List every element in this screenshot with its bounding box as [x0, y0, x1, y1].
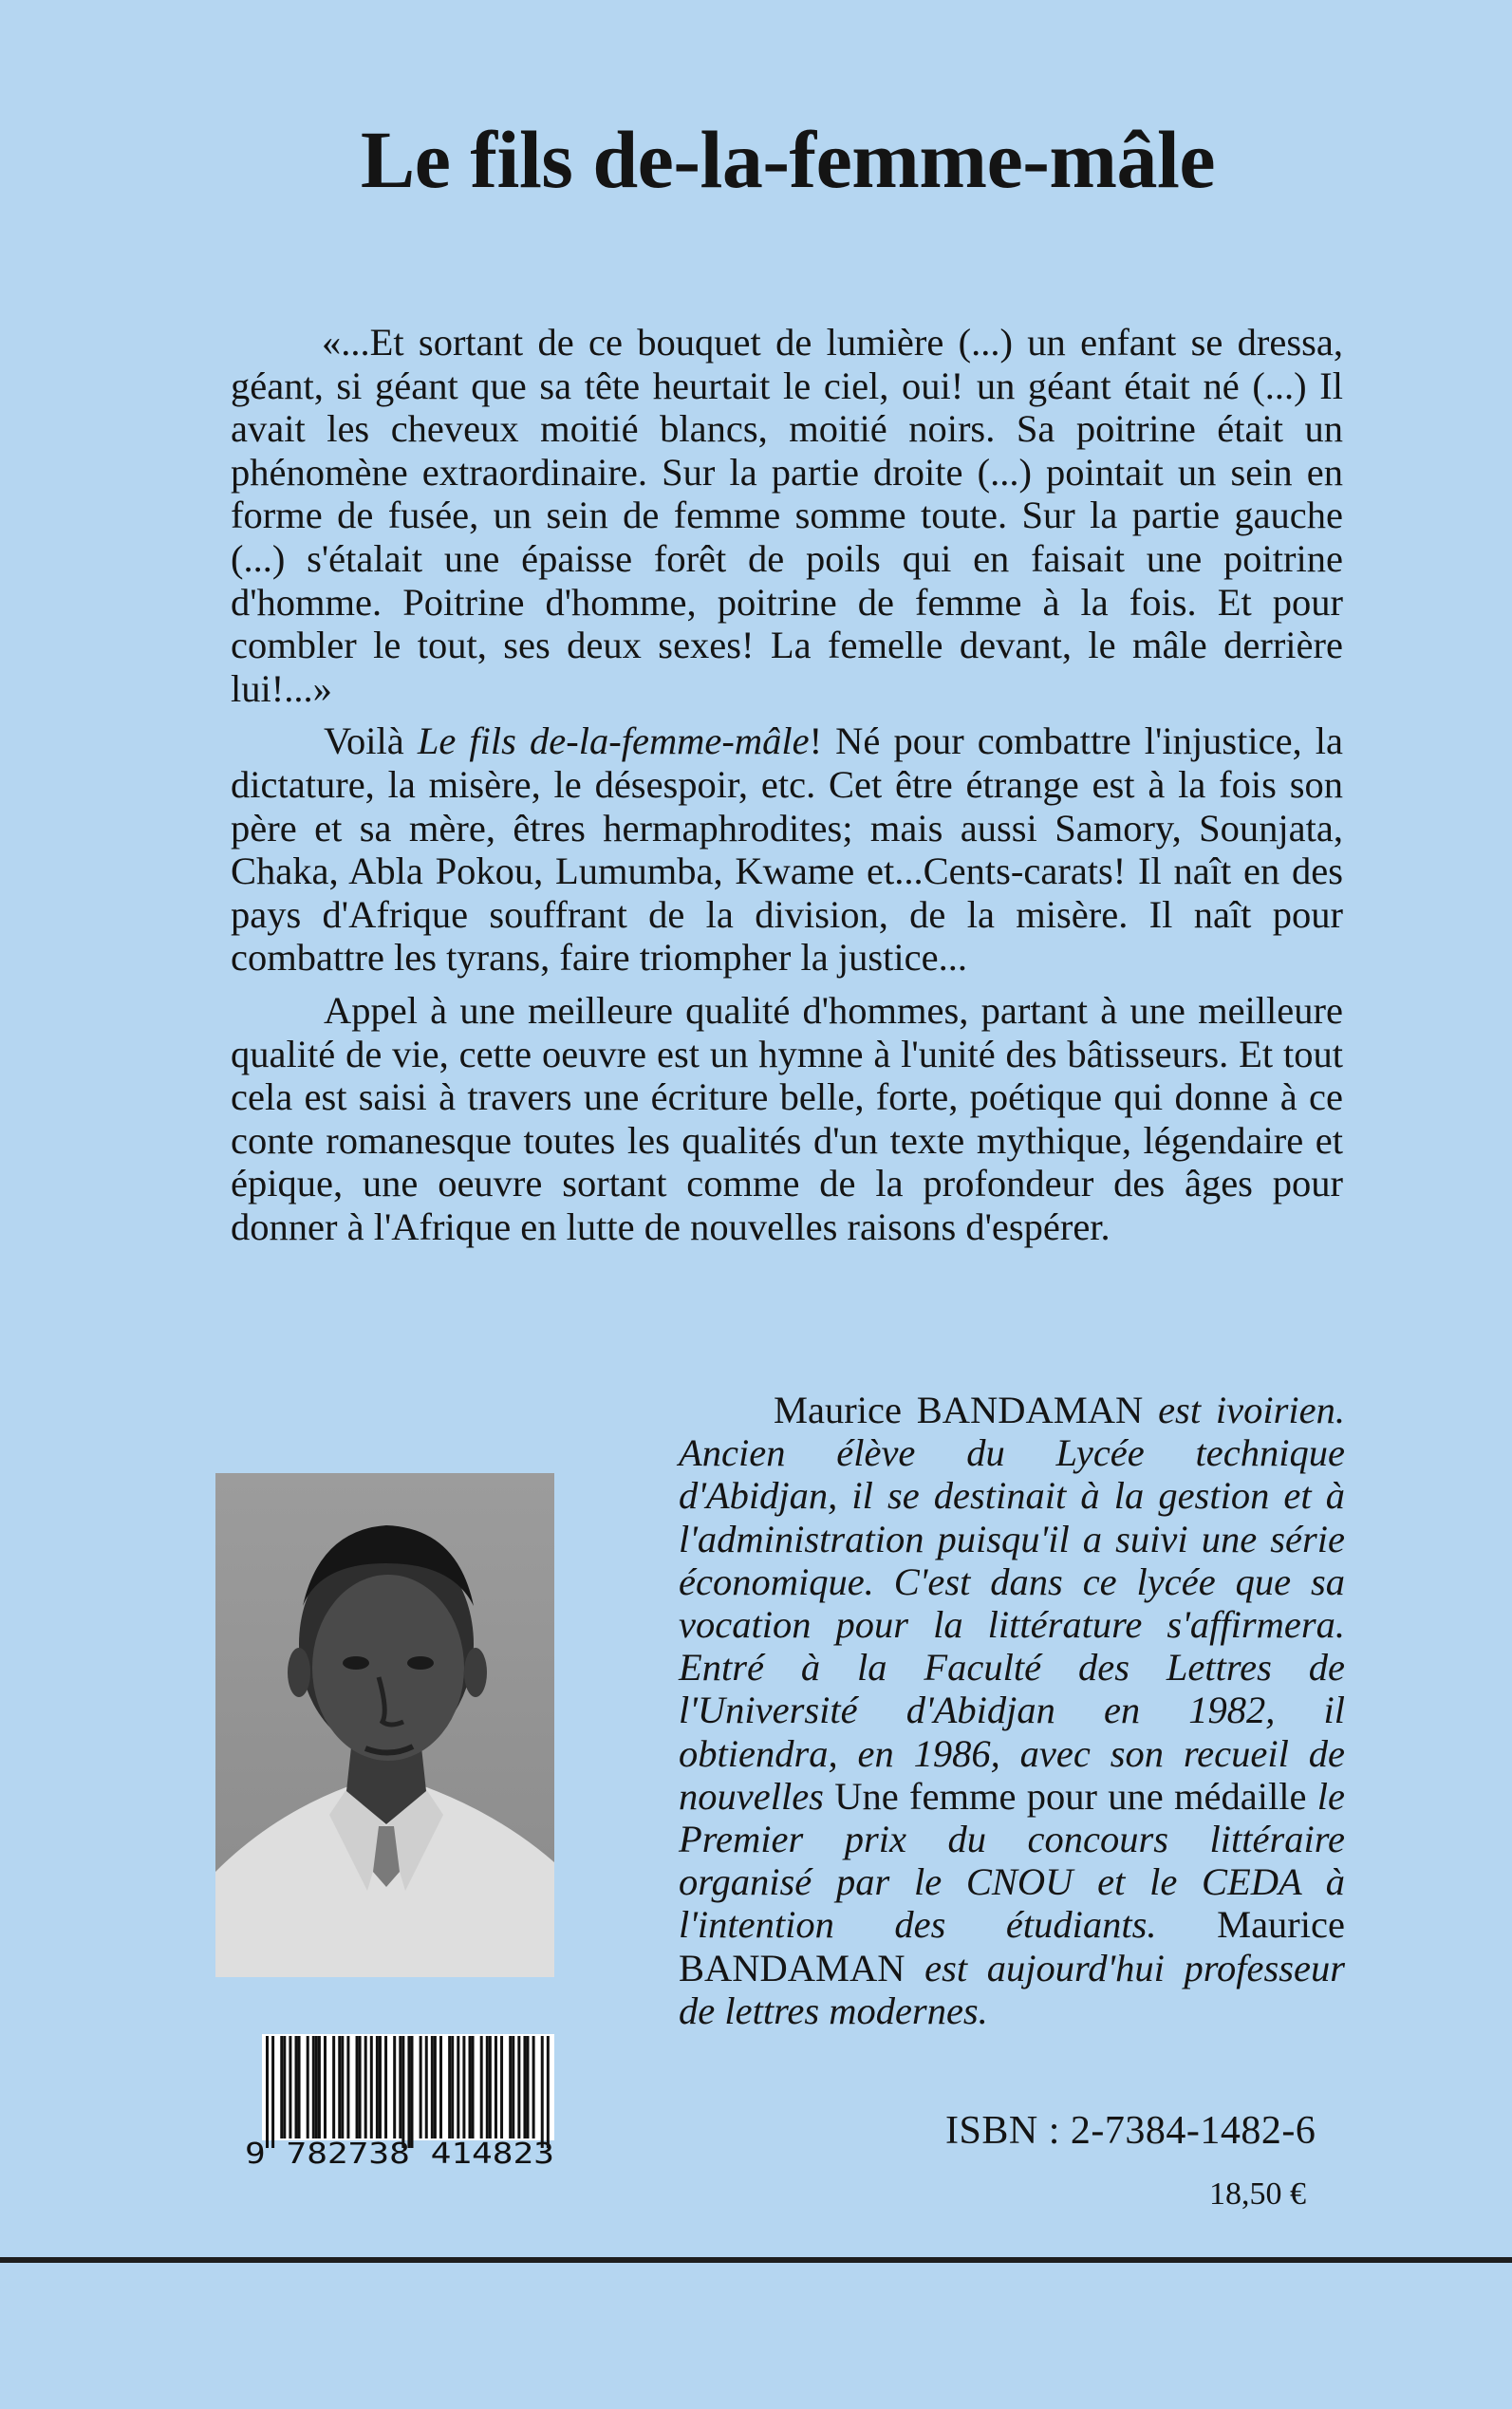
barcode-bar	[298, 2036, 301, 2138]
barcode-bar	[439, 2036, 442, 2138]
blurb-paragraph-2	[231, 719, 1343, 980]
blurb-lead: Voilà	[324, 719, 418, 763]
blurb-paragraph-3: Appel à une meilleure qualité d'hommes, partant à une meilleure qualité de vie, cette oeuvre est un hymne à l'unité des bâtisseurs. Et tout cela est saisi à travers une écriture belle, forte, poétique qui donne à ce conte romanesque toutes les qualités d'un texte mythique, légendaire et épique, une oeuvre sortant comme de la profondeur des âges pour donner à l'Afrique en lutte de nouvelles raisons d'espérer.	[231, 988, 1343, 1248]
barcode-bar	[364, 2036, 367, 2138]
barcode-bar	[324, 2036, 327, 2138]
barcode-bar	[346, 2036, 349, 2138]
award-book-title: Une femme pour une médaille	[834, 1774, 1307, 1818]
barcode-bar	[384, 2036, 387, 2138]
barcode-bar	[489, 2036, 492, 2138]
barcode-bar	[332, 2036, 335, 2138]
barcode-bar	[527, 2036, 530, 2138]
barcode-bar	[547, 2036, 550, 2148]
bio-paragraph	[679, 1389, 1345, 2032]
barcode	[245, 2034, 554, 2167]
barcode-bar	[338, 2036, 341, 2138]
barcode-bar	[462, 2036, 465, 2138]
barcode-bar	[451, 2036, 454, 2138]
barcode-bar	[517, 2036, 520, 2138]
barcode-bar	[312, 2036, 315, 2138]
bio-text-3: est aujourd'hui professeur de lettres modernes.	[679, 1946, 1345, 2032]
blurb-book-title: Le fils de-la-femme-mâle	[417, 719, 810, 763]
barcode-bar	[401, 2036, 404, 2148]
barcode-bar	[341, 2036, 344, 2138]
barcode-bar	[469, 2036, 472, 2138]
barcode-bar	[283, 2036, 286, 2138]
isbn: ISBN : 2-7384-1482-6	[945, 2109, 1316, 2153]
barcode-bar	[500, 2036, 503, 2138]
barcode-bar	[472, 2036, 475, 2138]
barcode-bar	[411, 2036, 414, 2148]
barcode-bar	[523, 2036, 526, 2138]
author-photo	[215, 1473, 554, 1977]
barcode-bar	[393, 2036, 396, 2138]
barcode-bar	[370, 2036, 373, 2138]
barcode-bar	[420, 2036, 422, 2138]
blurb-quote: «...Et sortant de ce bouquet de lumière (...) un enfant se dressa, géant, si géant que sa tête heurtait le ciel, oui! un géant était né (...) Il avait les cheveux moitié blancs, moitié noirs. Sa poitrine était un phénomène extraordinaire. Sur la partie droite (...) pointait un sein en forme de fusée, un sein de femme somme toute. Sur la partie gauche (...) s'étalait une épaisse forêt de poils qui en faisait une poitrine d'homme. Poitrine d'homme, poitrine de femme à la fois. Et pour combler le tout, ses deux sexes! La femelle devant, le mâle derrière lui!...»	[231, 321, 1343, 710]
book-title: Le fils de-la-femme-mâle	[360, 114, 1216, 205]
author-biography	[679, 1389, 1345, 2032]
bio-text-2: le Premier prix du concours littéraire organisé par le CNOU et le CEDA à l'intention des étudiants.	[679, 1774, 1345, 1947]
barcode-bar	[407, 2036, 410, 2148]
back-cover-blurb	[231, 321, 1343, 1248]
barcode-bar	[541, 2036, 544, 2148]
barcode-bar	[434, 2036, 437, 2138]
bottom-rule	[0, 2257, 1512, 2263]
barcode-bar	[289, 2036, 291, 2138]
barcode-bar	[280, 2036, 283, 2138]
barcode-bar	[399, 2036, 401, 2138]
barcode-digits: 9 782738 414823	[245, 2138, 554, 2167]
barcode-bar	[271, 2036, 274, 2148]
barcode-bar	[295, 2036, 298, 2138]
barcode-bar	[431, 2036, 434, 2138]
barcode-bar	[376, 2036, 379, 2138]
price: 18,50 €	[1209, 2176, 1306, 2212]
barcode-bar	[457, 2036, 459, 2138]
barcode-bar	[356, 2036, 359, 2138]
barcode-bar	[512, 2036, 514, 2138]
barcode-bar	[359, 2036, 362, 2138]
author-name-2: Maurice BANDAMAN	[679, 1903, 1345, 1989]
barcode-bar	[495, 2036, 497, 2138]
barcode-bar	[425, 2036, 428, 2138]
barcode-bar	[509, 2036, 512, 2138]
barcode-bar	[532, 2036, 535, 2138]
barcode-bar	[480, 2036, 483, 2138]
author-name: Maurice BANDAMAN	[774, 1389, 1144, 1431]
barcode-bar	[318, 2036, 321, 2138]
barcode-bar	[379, 2036, 382, 2138]
blurb-p2-text: ! Né pour combattre l'injustice, la dictature, la misère, le désespoir, etc. Cet être étrange est à la fois son père et sa mère, êtres hermaphrodites; mais aussi Samory, Sounjata, Chaka, Abla Pokou, Lumumba, Kwame et...Cents-carats! Il naît en des pays d'Afrique souffrant de la division, de la misère. Il naît pour combattre les tyrans, faire triompher la justice...	[231, 719, 1343, 980]
bio-text-1: est ivoirien. Ancien élève du Lycée technique d'Abidjan, il se destinait à la gestion et à l'administration puisqu'il a suivi une série économique. C'est dans ce lycée que sa vocation pour la littérature s'affirmera. Entré à la Faculté des Lettres de l'Université d'Abidjan en 1982, il obtiendra, en 1986, avec son recueil de nouvelles	[679, 1389, 1345, 1818]
barcode-bar	[315, 2036, 318, 2138]
barcode-bar	[448, 2036, 451, 2138]
barcode-bar	[486, 2036, 489, 2138]
barcode-bar	[266, 2036, 269, 2148]
barcode-bar	[307, 2036, 309, 2138]
